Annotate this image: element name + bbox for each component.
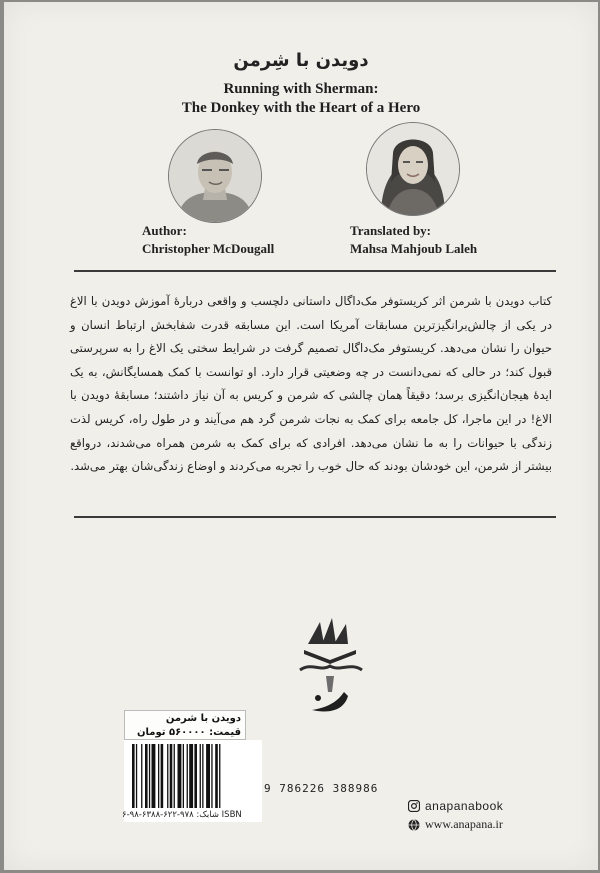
sticker-price: قیمت: ۵۶۰۰۰۰ تومان (136, 727, 241, 738)
bottom-divider (74, 516, 556, 518)
publisher-logo (290, 614, 370, 724)
persian-title: دویدن با شِرمن (233, 50, 369, 71)
author-portrait (168, 129, 262, 223)
author-name: Christopher McDougall (142, 241, 275, 256)
instagram-icon (408, 800, 420, 812)
english-title-line-1: Running with Sherman: (223, 81, 379, 97)
author-label: Author: (142, 223, 187, 238)
price-sticker (124, 710, 246, 740)
top-divider (74, 270, 556, 272)
isbn-line: شابک: ۹۷۸-۶۲۲-۶۳۸۸-۹۸-۶ ISBN (122, 810, 242, 820)
instagram-handle: anapanabook (425, 799, 504, 813)
instagram-contact (408, 799, 503, 813)
website-contact (408, 817, 503, 832)
barcode-number: 9 786226 388986 (264, 782, 379, 795)
translator-credit (350, 222, 477, 258)
english-title-line-2: The Donkey with the Heart of a Hero (181, 100, 421, 116)
translator-name: Mahsa Mahjoub Laleh (350, 241, 478, 256)
english-title (4, 80, 598, 118)
author-credit (142, 222, 274, 258)
translator-portrait (366, 122, 460, 216)
back-cover (4, 2, 598, 870)
translator-label: Translated by: (350, 223, 432, 238)
book-description: کتاب دویدن با شرمن اثر کریستوفر مک‌داگال داستانی دلچسب و واقعی دربارهٔ آموزش دویدن با الاغ در یکی از چالش‌برانگیزترین مسابقات آمریکا است. این مسابقه قدرت شفابخش ارتباط انسان و حیوان را نشان می‌دهد. کریستوفر مک‌داگال تصمیم گرفت در شرایط سختی یک الاغ را به سرپرستی قبول کند؛ در حالی که نمی‌دانست در چه وضعیتی قرار دارد. او توانست با کمک همسایگانش، به یک ایدهٔ هیجان‌انگیزی برسد؛ دقیقاً همان چالشی که شرمن و کریس به آن نیاز داشتند؛ مسابقهٔ دویدن با الاغ! در این ماجرا، کل جامعه برای کمک به نجات شرمن گرد هم می‌آیند و در طول راه، کریس لذت زندگی با حیوانات را به ما نشان می‌دهد. افرادی که برای کمک به شرمن همراه می‌شدند، درواقع بیشتر از شرمن، این خودشان بودند که حال خوب را تجربه می‌کردند و اوضاع زندگی‌شان بهتر می‌شد. (70, 294, 552, 474)
globe-icon (408, 819, 420, 831)
sticker-title: دویدن با شرمن (165, 713, 241, 724)
website-url: www.anapana.ir (425, 817, 503, 831)
